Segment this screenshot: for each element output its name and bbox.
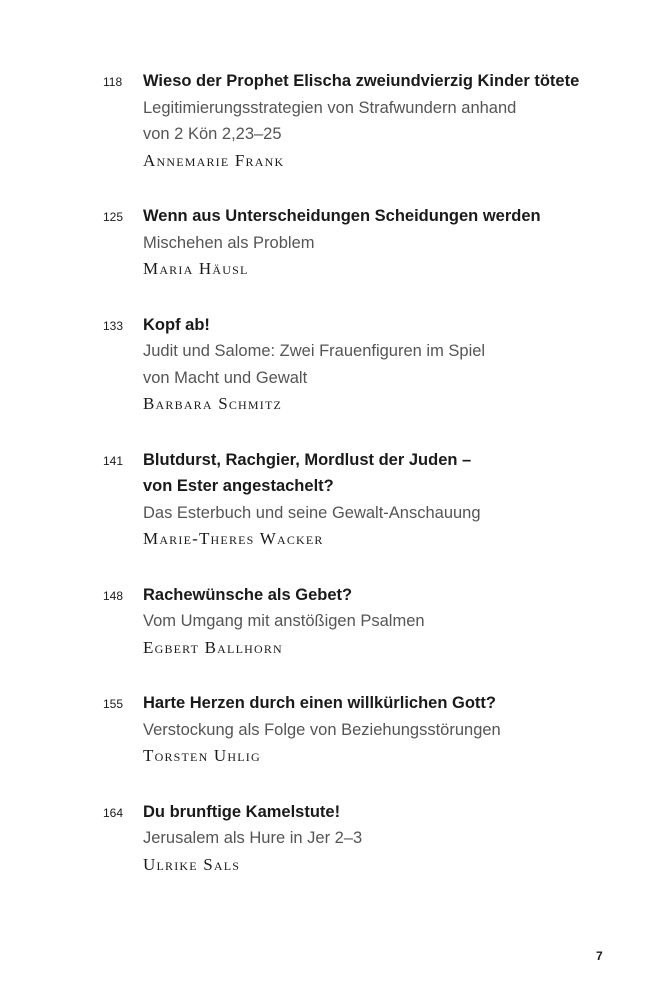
toc-entry-author: Annemarie Frank — [143, 150, 285, 170]
toc-entry-subtitle — [143, 608, 643, 635]
toc-entry-text — [143, 312, 643, 418]
toc-entry-title-line: Kopf ab! — [143, 315, 210, 334]
toc-entry-title-line: Rachewünsche als Gebet? — [143, 585, 353, 604]
toc-entry-subtitle — [143, 825, 643, 852]
toc-entry-subtitle — [143, 717, 643, 744]
toc-entry[interactable] — [0, 582, 667, 662]
toc-entry-subtitle-line: Judit und Salome: Zwei Frauenfiguren im Spiel — [143, 342, 486, 360]
toc-entry-subtitle — [143, 338, 643, 391]
toc-entry-author: Torsten Uhlig — [143, 746, 261, 765]
toc-entry-subtitle-line: Jerusalem als Hure in Jer 2–3 — [143, 829, 363, 847]
toc-entry[interactable] — [0, 68, 667, 174]
toc-entry-title — [143, 447, 643, 500]
toc-entry-text — [143, 447, 643, 553]
toc-entry[interactable] — [0, 203, 667, 283]
toc-entry-subtitle-line: Vom Umgang mit anstößigen Psalmen — [143, 612, 425, 630]
toc-entry-title — [143, 68, 643, 95]
toc-entry-subtitle — [143, 230, 643, 257]
toc-entry-author: Maria Häusl — [143, 259, 249, 278]
toc-entry-page-number: 148 — [103, 588, 124, 603]
toc-entry-page-number: 133 — [103, 318, 124, 333]
toc-entry-subtitle-line: Legitimierungsstrategien von Strafwundern anhand — [143, 98, 517, 117]
toc-entry-text — [143, 203, 643, 283]
toc-entry[interactable] — [0, 447, 667, 553]
toc-entry-subtitle — [143, 95, 643, 148]
toc-entry-title — [143, 203, 643, 230]
toc-entry-title-line: Du brunftige Kamelstute! — [143, 802, 341, 821]
toc-entry-author: Ulrike Sals — [143, 854, 241, 874]
toc-entry-title — [143, 799, 643, 826]
toc-entry-title-line: von Ester angestachelt? — [143, 477, 334, 495]
toc-entry-page-number: 155 — [103, 697, 124, 711]
toc-entry-title-line: Harte Herzen durch einen willkürlichen Gott? — [143, 694, 496, 712]
toc-entry[interactable] — [0, 312, 667, 418]
toc-entry-page-number: 125 — [103, 210, 124, 224]
toc-entry-title-line: Blutdurst, Rachgier, Mordlust der Juden – — [143, 450, 472, 469]
toc-entry-text — [143, 799, 643, 879]
toc-entry-author: Marie-Theres Wacker — [143, 529, 324, 548]
toc-entry-title — [143, 582, 643, 609]
toc-entry-text — [143, 68, 643, 174]
page-number-footer: 7 — [596, 949, 603, 963]
toc-entry-page-number: 141 — [103, 453, 124, 468]
toc-entry-subtitle-line: Mischehen als Problem — [143, 233, 315, 252]
toc-entry-title-line: Wenn aus Unterscheidungen Scheidungen werden — [143, 207, 541, 225]
toc-entry[interactable] — [0, 799, 667, 879]
toc-entry[interactable] — [0, 690, 667, 770]
table-of-contents — [0, 68, 667, 907]
toc-entry-page-number: 118 — [103, 75, 123, 89]
toc-entry-title — [143, 690, 643, 717]
toc-entry-text — [143, 582, 643, 662]
toc-entry-subtitle-line: von Macht und Gewalt — [143, 368, 308, 387]
toc-entry-author: Barbara Schmitz — [143, 394, 283, 413]
toc-entry-title-line: Wieso der Prophet Elischa zweiundvierzig Kinder tötete — [143, 72, 580, 90]
toc-entry-subtitle — [143, 500, 643, 527]
toc-entry-author: Egbert Ballhorn — [143, 637, 283, 657]
toc-entry-subtitle-line: Das Esterbuch und seine Gewalt-Anschauung — [143, 503, 481, 522]
toc-entry-page-number: 164 — [103, 805, 124, 820]
toc-entry-subtitle-line: von 2 Kön 2,23–25 — [143, 125, 282, 143]
toc-entry-subtitle-line: Verstockung als Folge von Beziehungsstörungen — [143, 720, 501, 739]
toc-entry-title — [143, 312, 643, 339]
toc-entry-text — [143, 690, 643, 770]
